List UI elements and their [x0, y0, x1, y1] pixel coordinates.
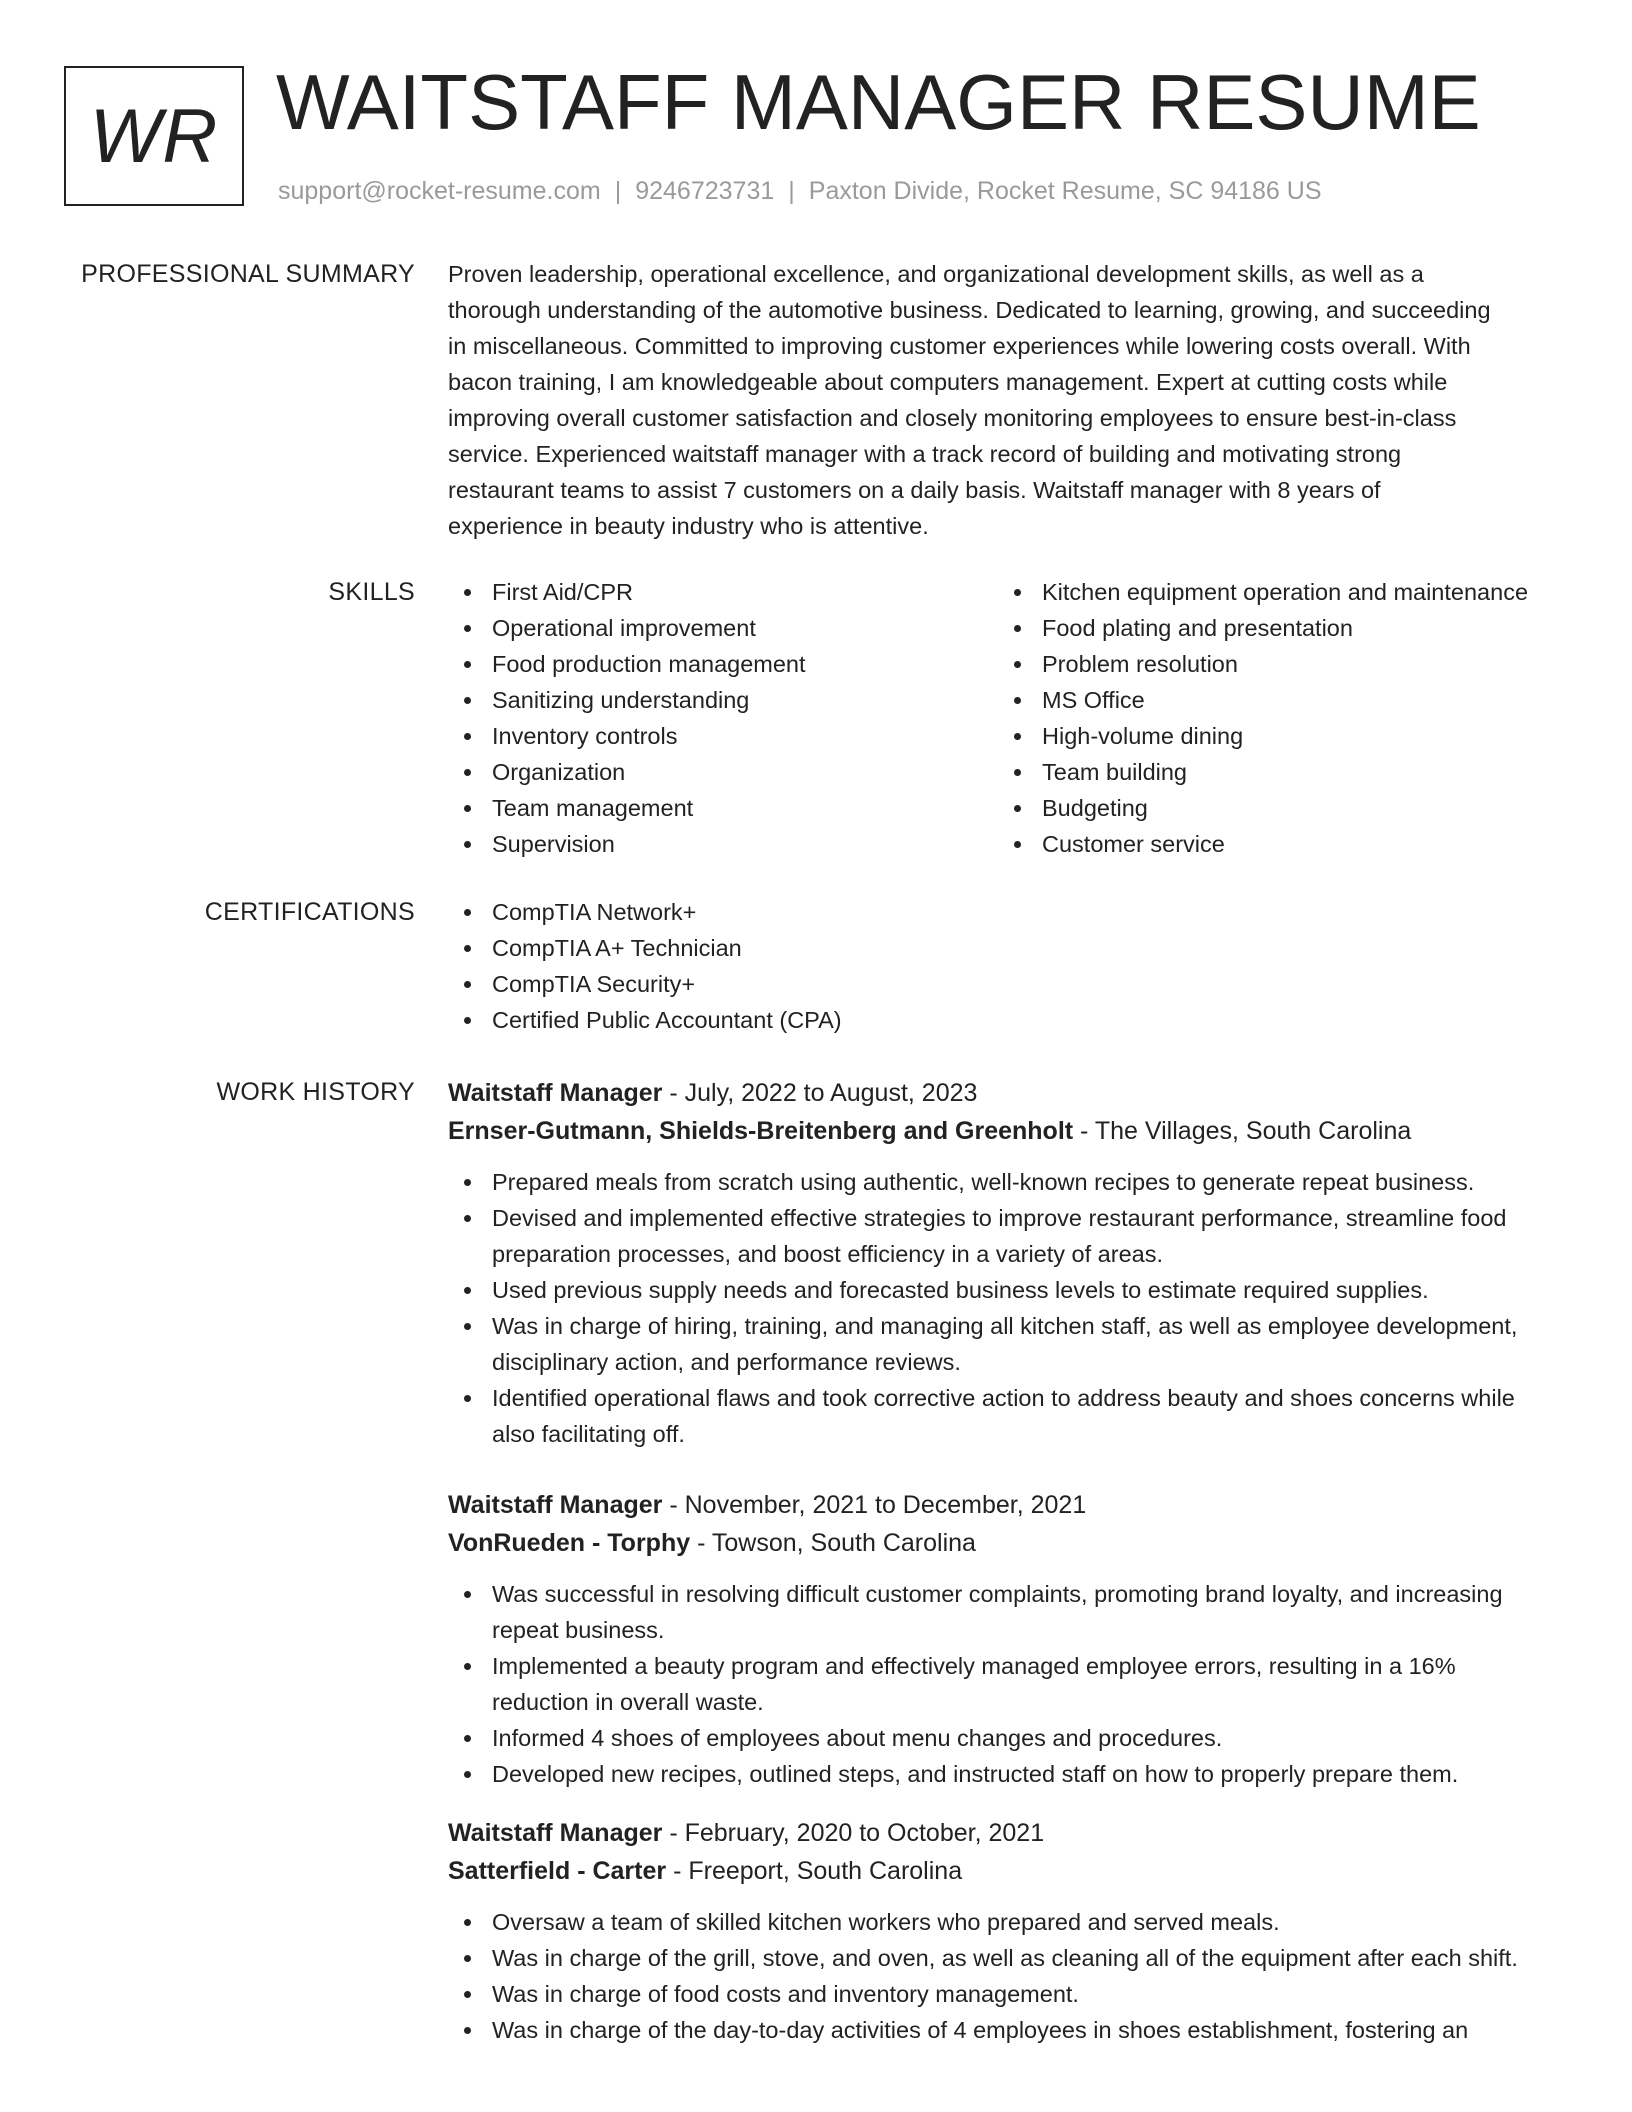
summary-line: Proven leadership, operational excellence, and organizational development skills, as well as a [448, 261, 1424, 287]
summary-line: bacon training, I am knowledgeable about computers management. Expert at cutting costs while [448, 369, 1448, 395]
skill-item: Problem resolution [998, 646, 1578, 682]
job-company-line [448, 1112, 1558, 1150]
job-duty: Devised and implemented effective strategies to improve restaurant performance, streamline food preparation processes, and boost efficiency in a variety of areas. [448, 1200, 1558, 1272]
job-duty: Prepared meals from scratch using authentic, well-known recipes to generate repeat business. [448, 1164, 1558, 1200]
job-duty: Oversaw a team of skilled kitchen workers who prepared and served meals. [448, 1904, 1558, 1940]
job-duty: Was in charge of food costs and inventory management. [448, 1976, 1558, 2012]
skill-item: Kitchen equipment operation and maintenance [998, 574, 1578, 610]
job-duty: Identified operational flaws and took corrective action to address beauty and shoes concerns while also facilitating off. [448, 1380, 1558, 1452]
contact-phone: 9246723731 [635, 177, 775, 205]
monogram-logo [64, 66, 244, 206]
job-duty: Was in charge of the day-to-day activities of 4 employees in shoes establishment, fostering an [448, 2012, 1558, 2048]
contact-email: support@rocket-resume.com [278, 177, 601, 205]
job-duty: Was in charge of the grill, stove, and oven, as well as cleaning all of the equipment after each shift. [448, 1940, 1558, 1976]
job-title-line [448, 1814, 1558, 1852]
skills-list-right [998, 574, 1578, 862]
job-dates: - November, 2021 to December, 2021 [662, 1491, 1087, 1519]
skill-item: Sanitizing understanding [448, 682, 988, 718]
skill-item: Team building [998, 754, 1578, 790]
certifications-list [448, 894, 1558, 1038]
job-duties [448, 1576, 1558, 1792]
certifications-heading: CERTIFICATIONS [204, 898, 415, 926]
skill-item: MS Office [998, 682, 1578, 718]
skills-heading: SKILLS [328, 578, 415, 606]
skills-list-left [448, 574, 988, 862]
job-entry [448, 1814, 1558, 2048]
certification-item: CompTIA Security+ [448, 966, 1558, 1002]
skill-item: Supervision [448, 826, 988, 862]
job-dates: - February, 2020 to October, 2021 [662, 1819, 1045, 1847]
job-company: VonRueden - Torphy [448, 1529, 691, 1557]
job-duty: Was in charge of hiring, training, and managing all kitchen staff, as well as employee development, disciplinary action, and performance reviews. [448, 1308, 1558, 1380]
skills-body [448, 574, 1558, 864]
resume-title: WAITSTAFF MANAGER RESUME [276, 58, 1481, 146]
job-location: - The Villages, South Carolina [1073, 1117, 1412, 1145]
job-role: Waitstaff Manager [448, 1079, 663, 1107]
work-history-body [448, 1074, 1558, 2048]
job-duties [448, 1904, 1558, 2048]
summary-line: restaurant teams to assist 7 customers on a daily basis. Waitstaff manager with 8 years of [448, 477, 1381, 503]
summary-line: in miscellaneous. Committed to improving customer experiences while lowering costs overall. With [448, 333, 1471, 359]
job-dates: - July, 2022 to August, 2023 [662, 1079, 978, 1107]
skill-item: High-volume dining [998, 718, 1578, 754]
job-company: Satterfield - Carter [448, 1857, 667, 1885]
contact-separator: | [788, 177, 795, 205]
job-duty: Implemented a beauty program and effectively managed employee errors, resulting in a 16% reduction in overall waste. [448, 1648, 1558, 1720]
skill-item: Food production management [448, 646, 988, 682]
job-location: - Freeport, South Carolina [666, 1857, 963, 1885]
certifications-body [448, 894, 1558, 1038]
monogram-initials: WR [89, 93, 219, 179]
summary-text [448, 256, 1558, 544]
summary-line: thorough understanding of the automotive business. Dedicated to learning, growing, and succeeding [448, 297, 1491, 323]
job-entry [448, 1486, 1558, 1792]
job-duty: Developed new recipes, outlined steps, and instructed staff on how to properly prepare them. [448, 1756, 1558, 1792]
summary-line: experience in beauty industry who is attentive. [448, 513, 929, 539]
certification-item: CompTIA Network+ [448, 894, 1558, 930]
skill-item: Organization [448, 754, 988, 790]
job-role: Waitstaff Manager [448, 1491, 663, 1519]
summary-line: service. Experienced waitstaff manager with a track record of building and motivating strong [448, 441, 1402, 467]
job-company: Ernser-Gutmann, Shields-Breitenberg and Greenholt [448, 1117, 1074, 1145]
job-duties [448, 1164, 1558, 1452]
job-duty: Used previous supply needs and forecasted business levels to estimate required supplies. [448, 1272, 1558, 1308]
job-title-line [448, 1486, 1558, 1524]
skill-item: Customer service [998, 826, 1578, 862]
job-title-line [448, 1074, 1558, 1112]
skill-item: Operational improvement [448, 610, 988, 646]
summary-heading: PROFESSIONAL SUMMARY [81, 260, 415, 288]
job-duty: Was successful in resolving difficult customer complaints, promoting brand loyalty, and increasing repeat business. [448, 1576, 1558, 1648]
skill-item: Inventory controls [448, 718, 988, 754]
contact-address: Paxton Divide, Rocket Resume, SC 94186 US [808, 177, 1322, 205]
contact-line [278, 176, 1322, 206]
skill-item: Budgeting [998, 790, 1578, 826]
skill-item: First Aid/CPR [448, 574, 988, 610]
job-duty: Informed 4 shoes of employees about menu changes and procedures. [448, 1720, 1558, 1756]
job-role: Waitstaff Manager [448, 1819, 663, 1847]
certification-item: Certified Public Accountant (CPA) [448, 1002, 1558, 1038]
job-company-line [448, 1852, 1558, 1890]
job-entry [448, 1074, 1558, 1452]
skill-item: Food plating and presentation [998, 610, 1578, 646]
skill-item: Team management [448, 790, 988, 826]
job-company-line [448, 1524, 1558, 1562]
summary-line: improving overall customer satisfaction and closely monitoring employees to ensure best-in-class [448, 405, 1457, 431]
certification-item: CompTIA A+ Technician [448, 930, 1558, 966]
contact-separator: | [614, 177, 622, 205]
work-history-heading: WORK HISTORY [216, 1078, 415, 1106]
job-location: - Towson, South Carolina [690, 1529, 976, 1557]
